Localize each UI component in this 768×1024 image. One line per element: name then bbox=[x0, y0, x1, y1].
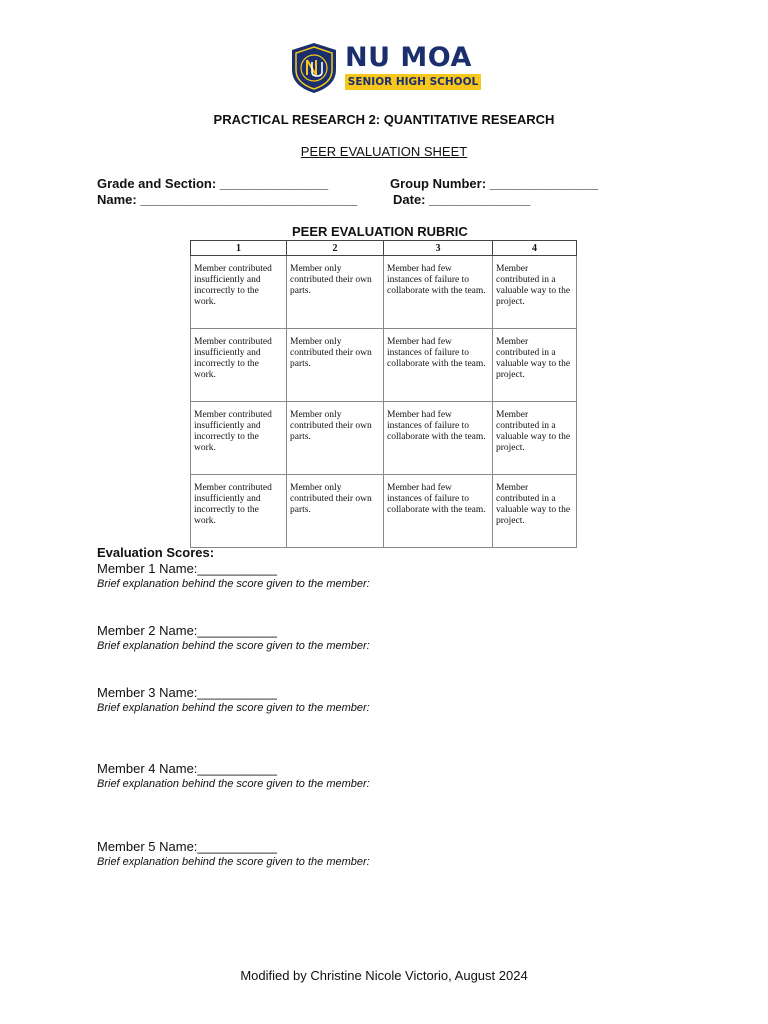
rubric-cell: Member contributed in a valuable way to the project. bbox=[493, 475, 577, 548]
member-1-explanation: Brief explanation behind the score given to the member: bbox=[97, 578, 370, 590]
rubric-table bbox=[190, 240, 577, 548]
rubric-cell: Member contributed in a valuable way to the project. bbox=[493, 329, 577, 402]
document-subtitle bbox=[0, 144, 768, 159]
member-2-explanation: Brief explanation behind the score given to the member: bbox=[97, 640, 370, 652]
date-field: Date: ______________ bbox=[393, 192, 531, 207]
footer-credit: Modified by Christine Nicole Victorio, August 2024 bbox=[240, 968, 528, 983]
member-3-name: Member 3 Name:___________ bbox=[97, 685, 277, 700]
rubric-header-2: 2 bbox=[287, 241, 384, 256]
member-4-explanation: Brief explanation behind the score given to the member: bbox=[97, 778, 370, 790]
member-3-explanation: Brief explanation behind the score given to the member: bbox=[97, 702, 370, 714]
rubric-cell: Member only contributed their own parts. bbox=[287, 256, 384, 329]
member-1-name: Member 1 Name:___________ bbox=[97, 561, 277, 576]
rubric-cell: Member only contributed their own parts. bbox=[287, 329, 384, 402]
rubric-cell: Member had few instances of failure to collaborate with the team. bbox=[384, 402, 493, 475]
logo-subtitle: SENIOR HIGH SCHOOL bbox=[345, 74, 481, 90]
group-number-field: Group Number: _______________ bbox=[390, 176, 599, 191]
rubric-cell: Member had few instances of failure to collaborate with the team. bbox=[384, 256, 493, 329]
rubric-title: PEER EVALUATION RUBRIC bbox=[292, 224, 468, 239]
rubric-cell: Member contributed insufficiently and incorrectly to the work. bbox=[191, 256, 287, 329]
subtitle-text: PEER EVALUATION SHEET bbox=[300, 144, 468, 159]
rubric-cell: Member only contributed their own parts. bbox=[287, 475, 384, 548]
grade-section-field: Grade and Section: _______________ bbox=[97, 176, 329, 191]
member-5-explanation: Brief explanation behind the score given to the member: bbox=[97, 856, 370, 868]
rubric-header-1: 1 bbox=[191, 241, 287, 256]
rubric-header-4: 4 bbox=[493, 241, 577, 256]
school-logo bbox=[290, 42, 490, 94]
member-4-name: Member 4 Name:___________ bbox=[97, 761, 277, 776]
rubric-cell: Member contributed insufficiently and incorrectly to the work. bbox=[191, 402, 287, 475]
rubric-cell: Member contributed in a valuable way to the project. bbox=[493, 402, 577, 475]
rubric-cell: Member had few instances of failure to collaborate with the team. bbox=[384, 475, 493, 548]
rubric-cell: Member contributed insufficiently and incorrectly to the work. bbox=[191, 329, 287, 402]
rubric-cell: Member had few instances of failure to collaborate with the team. bbox=[384, 329, 493, 402]
member-2-name: Member 2 Name:___________ bbox=[97, 623, 277, 638]
rubric-row bbox=[191, 329, 577, 402]
document-title: PRACTICAL RESEARCH 2: QUANTITATIVE RESEARCH bbox=[213, 112, 555, 127]
evaluation-scores-title: Evaluation Scores: bbox=[97, 545, 215, 560]
rubric-row bbox=[191, 402, 577, 475]
rubric-cell: Member contributed in a valuable way to the project. bbox=[493, 256, 577, 329]
rubric-row bbox=[191, 256, 577, 329]
rubric-header-3: 3 bbox=[384, 241, 493, 256]
member-5-name: Member 5 Name:___________ bbox=[97, 839, 277, 854]
rubric-cell: Member only contributed their own parts. bbox=[287, 402, 384, 475]
rubric-header-row bbox=[191, 241, 577, 256]
logo-title: NU MOA bbox=[345, 42, 472, 73]
rubric-row bbox=[191, 475, 577, 548]
name-field: Name: ______________________________ bbox=[97, 192, 358, 207]
rubric-cell: Member contributed insufficiently and incorrectly to the work. bbox=[191, 475, 287, 548]
nu-seal-icon bbox=[290, 42, 338, 94]
